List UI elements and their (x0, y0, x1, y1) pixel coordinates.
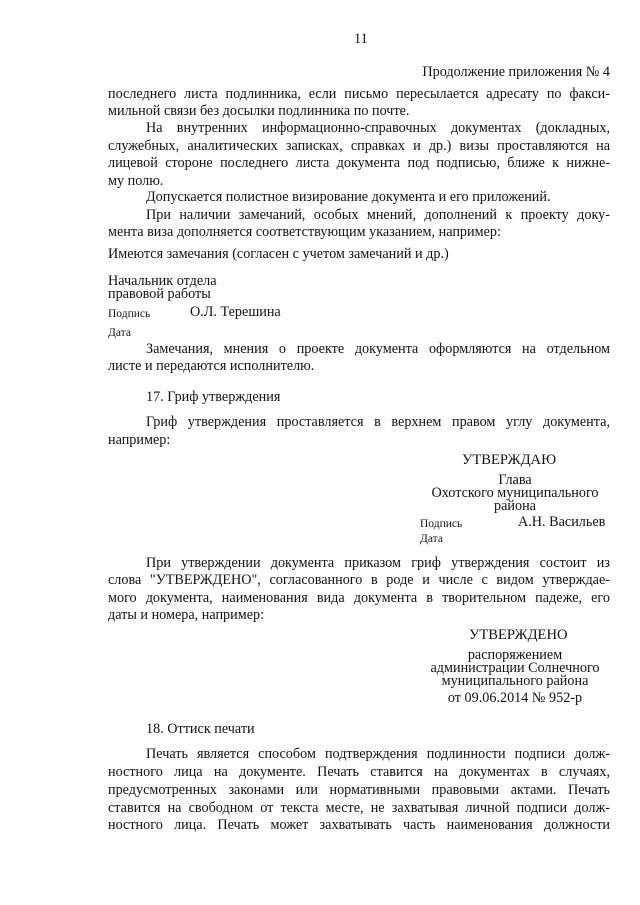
approval-position: Глава (498, 472, 532, 488)
text-line: При наличии замечаний, особых мнений, дополнений к проекту доку- (146, 207, 610, 223)
text-line: последнего листа подлинника, если письмо пересылается адресату по факси- (108, 86, 610, 102)
text-line: На внутренних информационно-справочных документах (докладных, (146, 120, 610, 136)
approval-order: распоряжением (467, 647, 563, 663)
text-line: ставится на свободном от текста месте, не захватывая личной подписи долж- (108, 800, 610, 816)
text-line: даты и номера, например: (108, 607, 265, 623)
text-line: При утверждении документа приказом гриф утверждения состоит из (146, 555, 610, 571)
text-line: лицевой стороне последнего листа документа под подписью, ближе к нижне- (108, 155, 610, 171)
text-line: му полю. (108, 173, 164, 189)
approval-name: А.Н. Васильев (518, 514, 606, 530)
text-line: ностного лица на документе. Печать ставится на документах в случаях, (108, 764, 610, 780)
visa-position: правовой работы (108, 286, 211, 302)
text-line: Печать является способом подтверждения подлинности подписи долж- (146, 746, 610, 762)
text-line: мого документа, наименования вида документа в творительном падеже, его (108, 590, 610, 606)
text-line: Замечания, мнения о проекте документа оформляются на отдельном (146, 341, 610, 357)
text-line: ностного лица. Печать может захватывать часть наименования должности (108, 817, 610, 833)
visa-signature-label: Подпись (108, 308, 151, 320)
text-line: служебных, аналитических записках, справках и др.) визы проставляются на (108, 138, 610, 154)
text-line: например: (108, 432, 171, 448)
text-line: листе и передаются исполнителю. (108, 358, 315, 374)
page-number: 11 (354, 31, 368, 47)
text-line: мильной связи без досылки подлинника по почте. (108, 103, 410, 119)
approval-date-label: Дата (420, 533, 443, 545)
text-line: предусмотренных законами или нормативными правовыми актами. Печать (108, 782, 610, 798)
paragraph-3: Допускается полистное визирование документа и его приложений. (146, 189, 551, 205)
approval-order-date: от 09.06.2014 № 952-р (447, 690, 583, 706)
header-note: Продолжение приложения № 4 (422, 64, 610, 80)
approval-order: муниципального района (441, 673, 589, 689)
section-18-title: 18. Оттиск печати (146, 721, 255, 737)
visa-name: О.Л. Терешина (190, 304, 281, 320)
visa-date-label: Дата (108, 327, 131, 339)
approval-position: района (494, 498, 536, 514)
visa-position: Начальник отдела (108, 273, 217, 289)
section-17-title: 17. Гриф утверждения (146, 389, 281, 405)
visa-remark: Имеются замечания (согласен с учетом замечаний и др.) (108, 246, 449, 262)
approval-signature-label: Подпись (420, 518, 463, 530)
approval-order: администрации Солнечного (430, 660, 600, 676)
text-line: Гриф утверждения проставляется в верхнем правом углу документа, (146, 414, 610, 430)
text-line: слова "УТВЕРЖДЕНО", согласованного в роде и числе с видом утверждае- (108, 572, 610, 588)
approval-title: УТВЕРЖДЕНО (469, 627, 568, 643)
approval-position: Охотского муниципального (431, 485, 599, 501)
approval-title: УТВЕРЖДАЮ (462, 452, 557, 468)
text-line: мента виза дополняется соответствующим указанием, например: (108, 224, 501, 240)
